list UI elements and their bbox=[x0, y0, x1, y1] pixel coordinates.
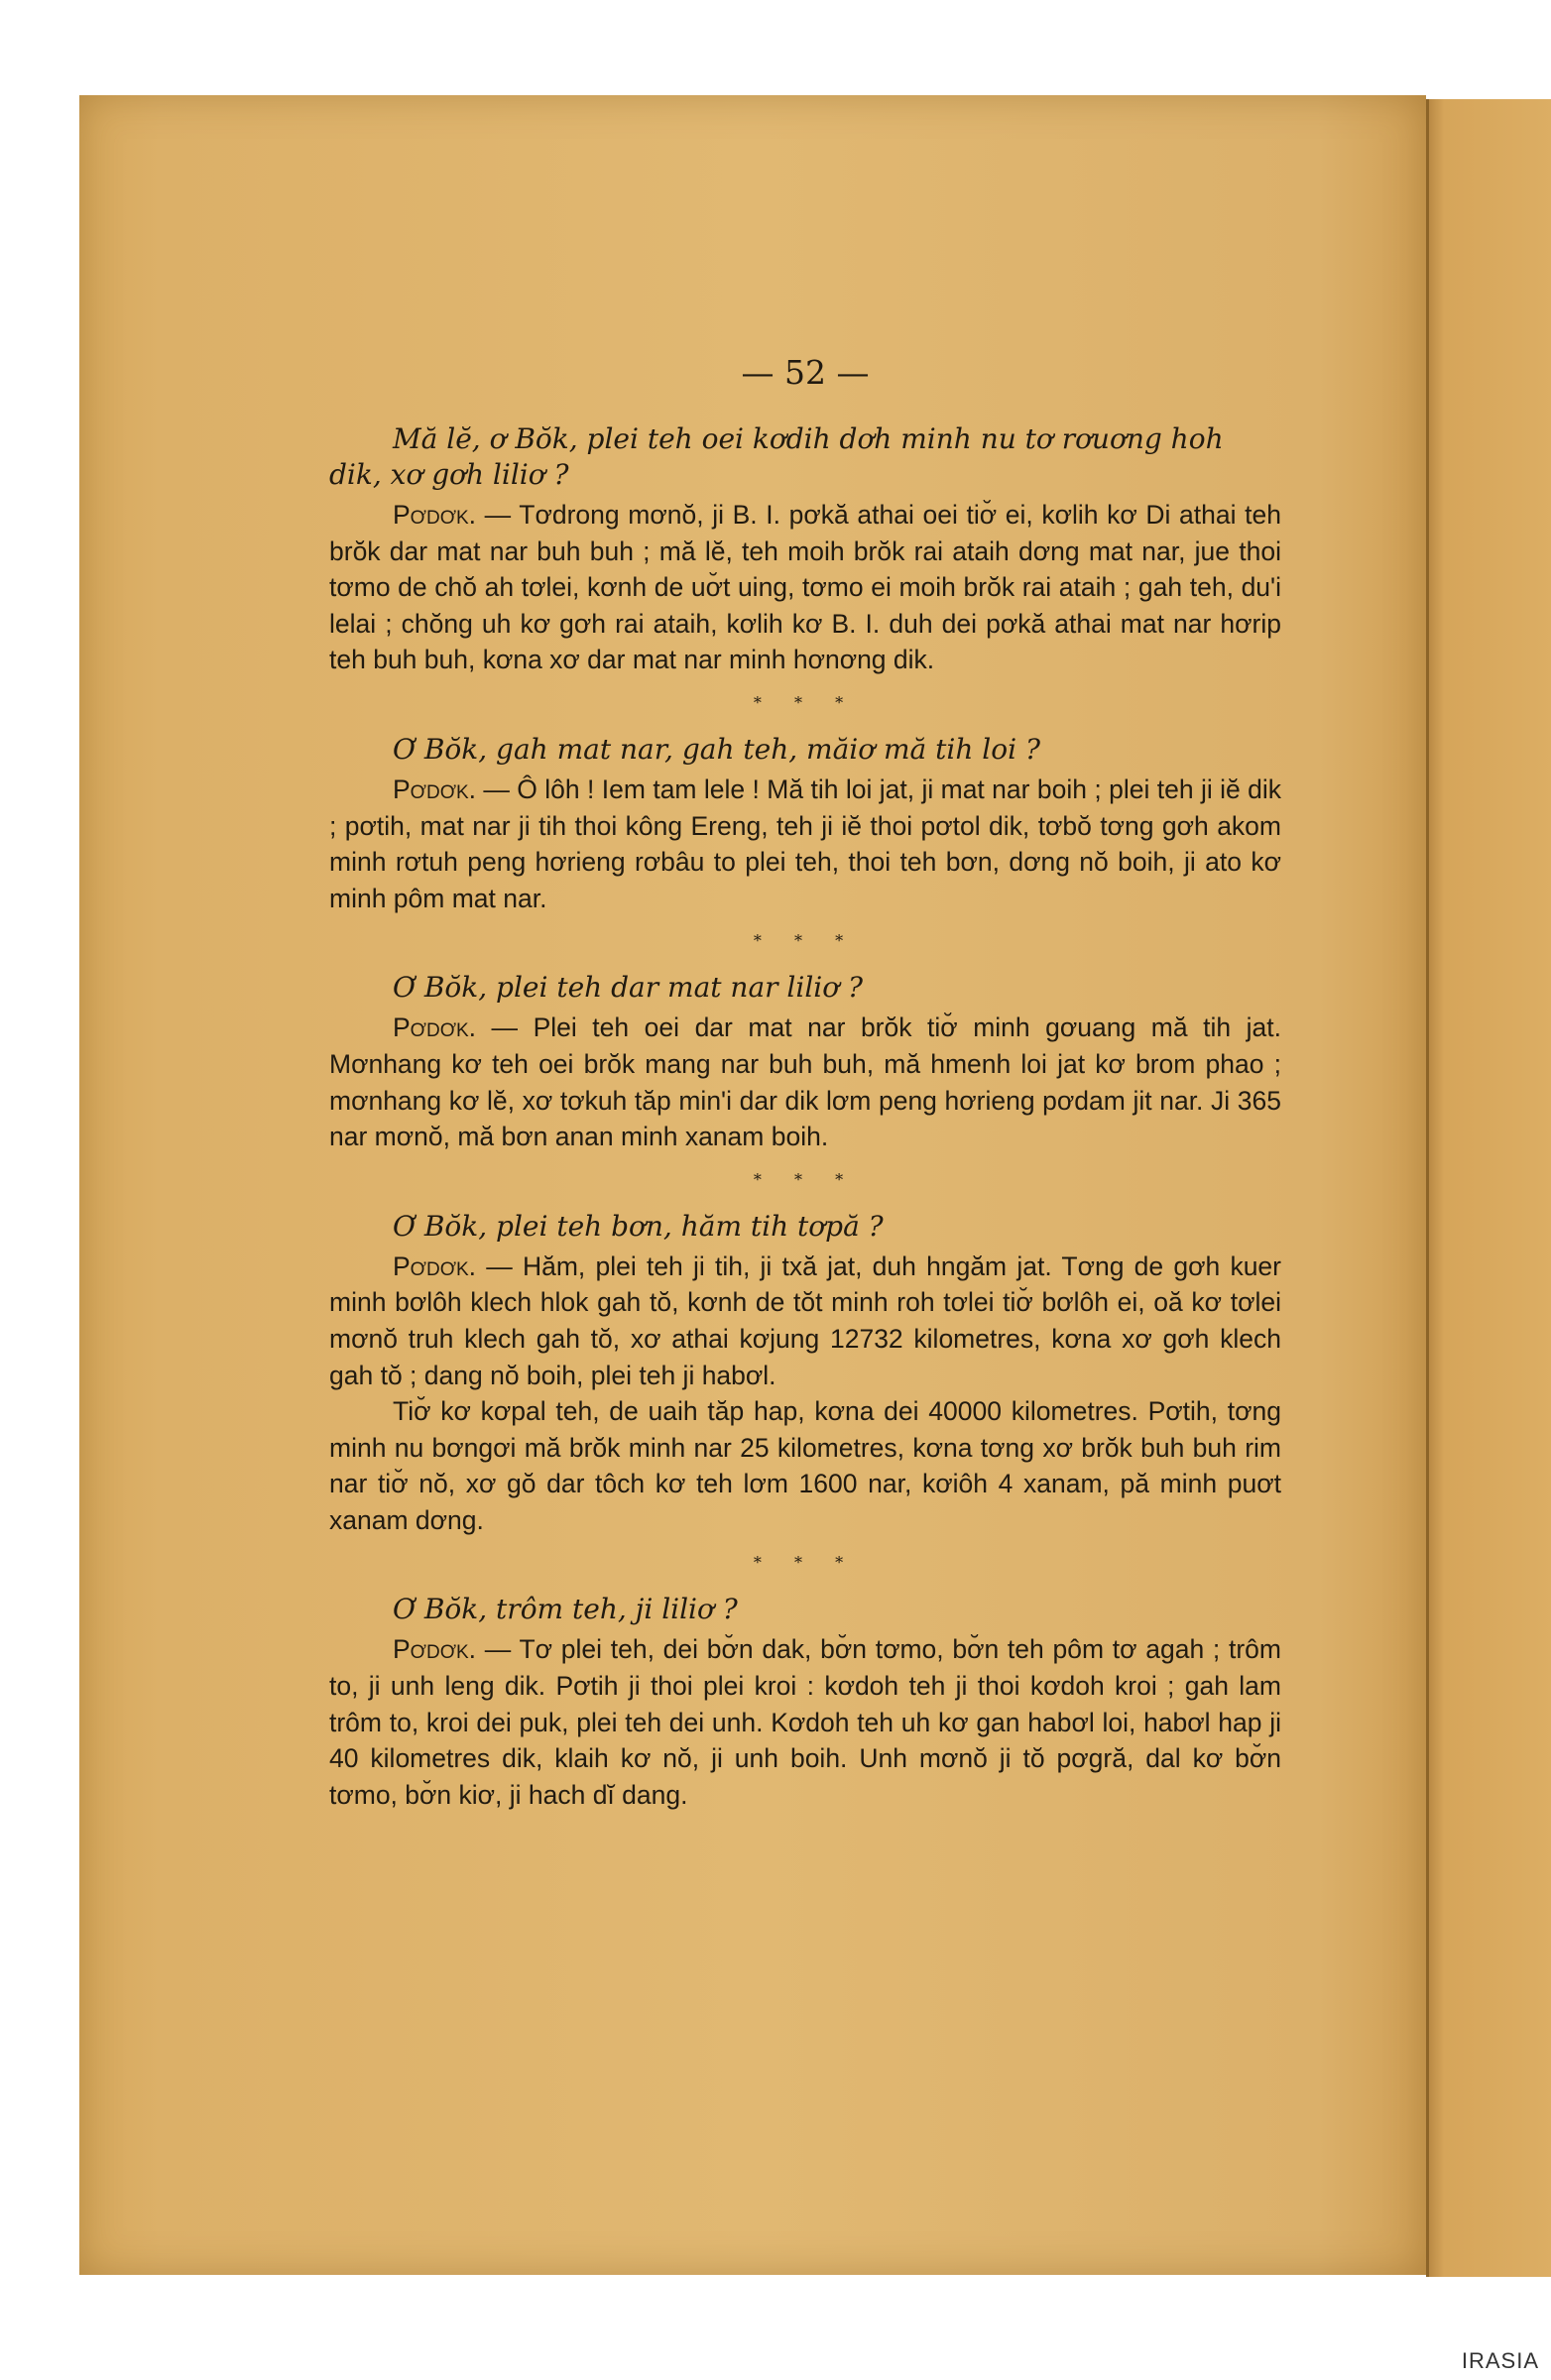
qa-section bbox=[329, 1592, 1281, 1813]
answer-paragraph bbox=[329, 1010, 1281, 1154]
answer-text: — Ô lôh ! Iem tam lele ! Mă tih loi jat, ji mat nar boih ; plei teh ji iĕ dik ; pơtih, mat nar ji tih thoi kông Ereng, teh ji iĕ thoi pơtol dik, tơbŏ tơng gơh akom minh rơtuh peng hơrieng rơbâu to plei teh, thoi teh bơn, dơng nŏ boih, ji ato kơ minh pôm mat nar. bbox=[329, 774, 1281, 913]
answer-paragraph bbox=[329, 497, 1281, 678]
qa-section bbox=[329, 970, 1281, 1154]
asterism-separator: * * * bbox=[753, 1553, 858, 1573]
page-number: — 52 — bbox=[741, 353, 870, 392]
adjacent-page-edge bbox=[1426, 99, 1551, 2277]
page-content bbox=[329, 353, 1281, 1813]
speaker-label: Pơdơk. bbox=[393, 1250, 477, 1281]
question-text: Ơ Bŏk, gah mat nar, gah teh, măiơ mă tih loi ? bbox=[393, 732, 1040, 766]
watermark-text: IRASIA bbox=[1461, 2348, 1539, 2373]
answer-text: — Tơdrong mơnŏ, ji B. I. pơkă athai oei tiơ̆ ei, kơlih kơ Di athai teh brŏk dar mat nar buh buh ; mă lĕ, teh moih brŏk rai ataih dơng mat nar, jue thoi tơmo de chŏ ah tơlei, kơnh de uơ̆t uing, tơmo ei moih brŏk rai ataih ; gah teh, du'i lelai ; chŏng uh kơ gơh rai ataih, kơlih kơ B. I. duh dei pơkă athai mat nar hơrip teh buh buh, kơna xơ dar mat nar minh hơnơng dik. bbox=[329, 500, 1281, 675]
speaker-label: Pơdơk. bbox=[393, 1634, 477, 1665]
speaker-label: Pơdơk. bbox=[393, 1012, 477, 1043]
answer-paragraph bbox=[329, 772, 1281, 916]
answer-text: — Hăm, plei teh ji tih, ji txă jat, duh hngăm jat. Tơng de gơh kuer minh bơlôh klech hlok gah tŏ, kơnh de tŏt minh roh tơlei tiơ̆ bơlôh ei, oă kơ tơlei mơnŏ truh klech gah tŏ, xơ athai kơjung 12732 kilometres, kơna xơ gơh klech gah tŏ ; dang nŏ boih, plei teh ji habơl. bbox=[329, 1250, 1281, 1390]
qa-section bbox=[329, 732, 1281, 916]
asterism-separator: * * * bbox=[753, 1169, 858, 1189]
question-text: Ơ Bŏk, plei teh dar mat nar liliơ ? bbox=[393, 971, 864, 1005]
answer-paragraph-continued: Tiơ̆ kơ kơpal teh, de uaih tăp hap, kơna dei 40000 kilometres. Pơtih, tơng minh nu bơngơi mă brŏk minh nar 25 kilometres, kơna tơng xơ brŏk buh buh rim nar tiơ̆ nŏ, xơ gŏ dar tôch kơ teh lơm 1600 nar, kơiôh 4 xanam, pă minh puơt xanam dơng. bbox=[329, 1396, 1281, 1535]
answer-text: — Tơ plei teh, dei bơ̆n dak, bơ̆n tơmo, bơ̆n teh pôm tơ agah ; trôm to, ji unh leng dik. Pơtih ji thoi plei kroi : kơdoh teh ji thoi kơdoh kroi ; gah lam trôm to, kroi dei puk, plei teh dei unh. Kơdoh teh uh kơ gan habơl loi, habơl hap ji 40 kilometres dik, klaih kơ nŏ, ji unh boih. Unh mơnŏ ji tŏ pơgră, dal kơ bơ̆n tơmo, bơ̆n kiơ, ji hach dĭ dang. bbox=[329, 1634, 1281, 1810]
answer-text: — Plei teh oei dar mat nar brŏk tiơ̆ minh gơuang mă tih jat. Mơnhang kơ teh oei brŏk mang nar buh buh, mă hmenh loi jat kơ brom phao ; mơnhang kơ lĕ, xơ tơkuh tăp min'i dar dik lơm peng hơrieng pơdam jit nar. Ji 365 nar mơnŏ, mă bơn anan minh xanam boih. bbox=[329, 1012, 1281, 1152]
question-text: Mă lĕ, ơ Bŏk, plei teh oei kơdih dơh minh nu tơ rơuơng hoh dik, xơ gơh liliơ ? bbox=[329, 422, 1224, 491]
asterism-separator: * * * bbox=[753, 931, 858, 951]
qa-section bbox=[329, 1209, 1281, 1539]
speaker-label: Pơdơk. bbox=[393, 500, 477, 530]
asterism-separator: * * * bbox=[753, 692, 858, 712]
answer-paragraph bbox=[329, 1631, 1281, 1813]
question-text: Ơ Bŏk, trôm teh, ji liliơ ? bbox=[393, 1593, 738, 1626]
speaker-label: Pơdơk. bbox=[393, 774, 477, 804]
qa-section bbox=[329, 421, 1281, 678]
question-text: Ơ Bŏk, plei teh bơn, hăm tih tơpă ? bbox=[393, 1209, 884, 1243]
answer-paragraph bbox=[329, 1249, 1281, 1393]
